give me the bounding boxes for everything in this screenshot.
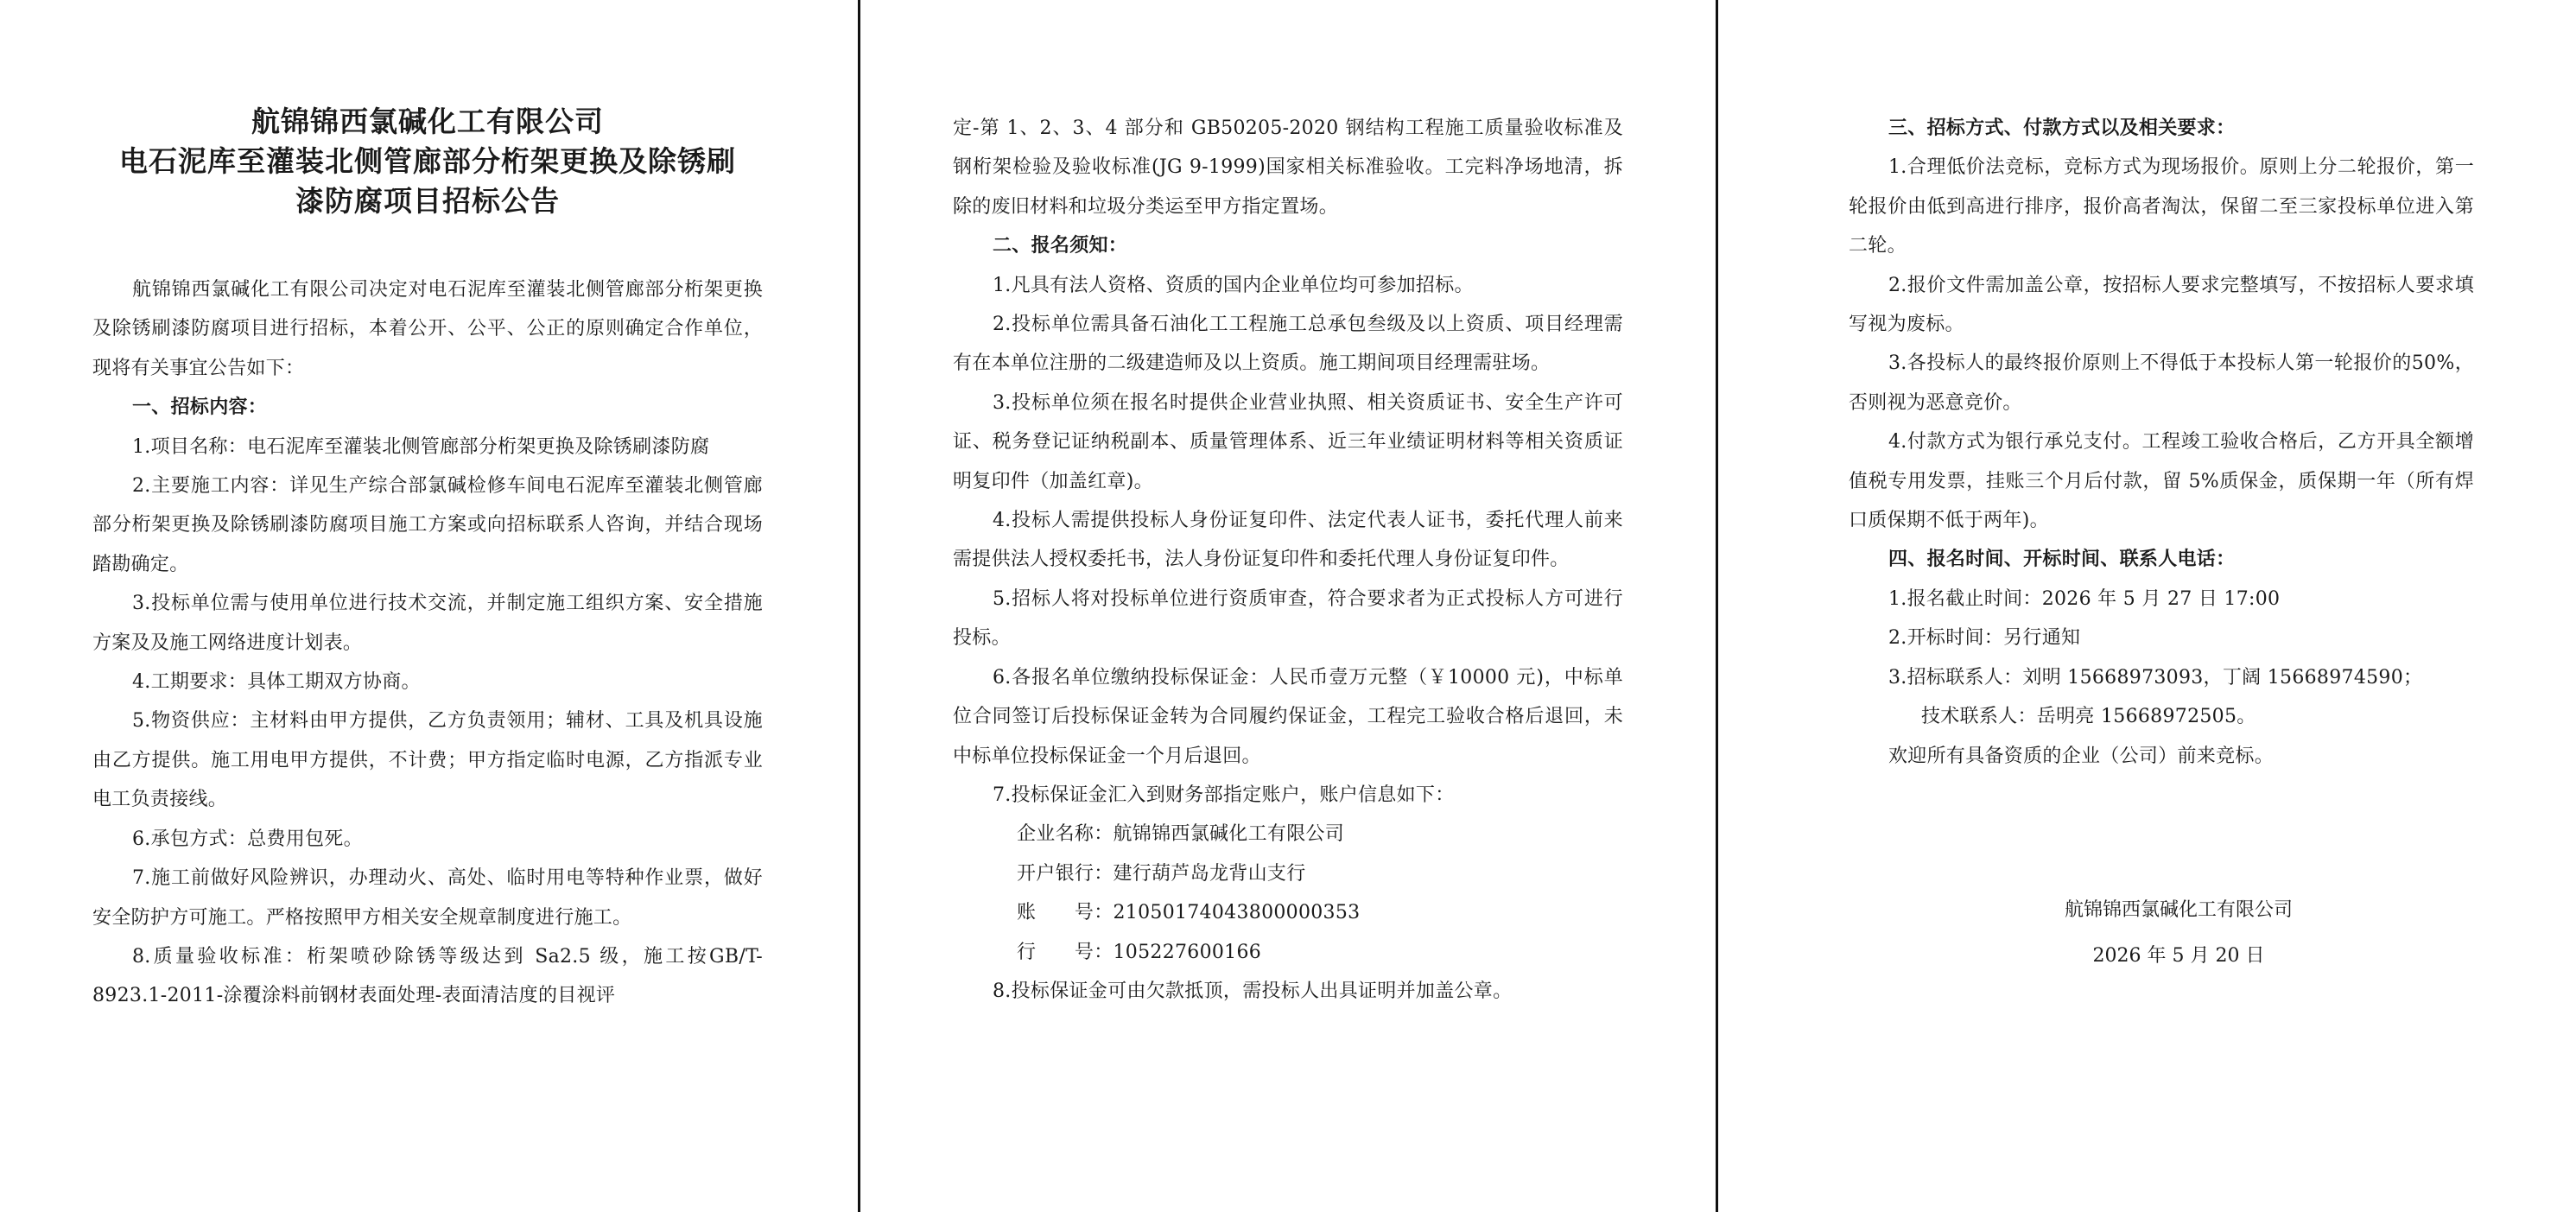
section-4-item: 2.开标时间：另行通知: [1888, 627, 2081, 650]
account-bank-code: 行 号：105227600166: [1017, 941, 1262, 963]
page-3-body: [1849, 109, 2474, 776]
account-company-name: 企业名称：航锦锦西氯碱化工有限公司: [1017, 823, 1345, 846]
section-2-item: 2.投标单位需具备石油化工工程施工总承包叁级及以上资质、项目经理需有在本单位注册的二级建造师及以上资质。施工期间项目经理需驻场。: [953, 314, 1623, 375]
welcome-line: 欢迎所有具备资质的企业（公司）前来竞标。: [1888, 745, 2275, 767]
document-page-2: [860, 0, 1716, 1212]
section-1-item: 8.质量验收标准：桁架喷砂除锈等级达到 Sa2.5 级，施工按GB/T-8923.1-2011-涂覆涂料前钢材表面处理-表面清洁度的目视评: [92, 945, 763, 1007]
section-1-item: 7.施工前做好风险辨识，办理动火、高处、临时用电等特种作业票，做好安全防护方可施工。严格按照甲方相关安全规章制度进行施工。: [92, 867, 763, 929]
section-1-item: 2.主要施工内容：详见生产综合部氯碱检修车间电石泥库至灌装北侧管廊部分桁架更换及除锈刷漆防腐项目施工方案或向招标联系人咨询，并结合现场踏勘确定。: [92, 475, 763, 575]
title-line-company: 航锦锦西氯碱化工有限公司: [251, 105, 604, 138]
section-1-item: 3.投标单位需与使用单位进行技术交流，并制定施工组织方案、安全措施方案及及施工网络进度计划表。: [92, 593, 763, 654]
document-title: [92, 102, 763, 221]
section-3-item: 1.合理低价法竞标，竞标方式为现场报价。原则上分二轮报价，第一轮报价由低到高进行排序，报价高者淘汰，保留二至三家投标单位进入第二轮。: [1849, 156, 2474, 257]
section-2-heading: 二、报名须知：: [993, 235, 1128, 257]
title-line-project: 电石泥库至灌装北侧管廊部分桁架更换及除锈刷: [119, 144, 736, 178]
section-1-item: 6.承包方式：总费用包死。: [132, 828, 363, 850]
section-2-item: 6.各报名单位缴纳投标保证金：人民币壹万元整（￥10000 元)，中标单位合同签订后投标保证金转为合同履约保证金，工程完工验收合格后退回，未中标单位投标保证金一个月后退回。: [953, 666, 1623, 767]
tech-contact: 技术联系人：岳明亮 15668972505。: [1921, 706, 2256, 728]
page-1-body: [92, 270, 763, 1016]
page-2-body: [953, 109, 1623, 1011]
section-2-item: 7.投标保证金汇入到财务部指定账户，账户信息如下：: [993, 784, 1455, 806]
section-3-item: 4.付款方式为银行承兑支付。工程竣工验收合格后，乙方开具全额增值税专用发票，挂账三个月后付款，留 5%质保金，质保期一年（所有焊口质保期不低于两年)。: [1849, 431, 2474, 532]
section-2-item: 8.投标保证金可由欠款抵顶，需投标人出具证明并加盖公章。: [993, 980, 1513, 1002]
signer-company: 航锦锦西氯碱化工有限公司: [2064, 899, 2293, 921]
section-1-item: 1.项目名称：电石泥库至灌装北侧管廊部分桁架更换及除锈刷漆防腐: [132, 435, 710, 458]
document-page-1: [0, 0, 858, 1212]
section-3-item: 3.各投标人的最终报价原则上不得低于本投标人第一轮报价的50%，否则视为恶意竞价。: [1849, 352, 2474, 414]
section-2-item: 5.招标人将对投标单位进行资质审查，符合要求者为正式投标人方可进行投标。: [953, 587, 1623, 650]
section-1-heading: 一、招标内容：: [132, 397, 268, 419]
section-1-item: 4.工期要求：具体工期双方协商。: [132, 671, 421, 694]
section-4-heading: 四、报名时间、开标时间、联系人电话：: [1888, 549, 2236, 571]
section-4-item: 3.招标联系人：刘明 15668973093，丁阔 15668974590；: [1888, 666, 2423, 688]
account-bank: 开户银行：建行葫芦岛龙背山支行: [1017, 862, 1306, 885]
title-line-notice: 漆防腐项目招标公告: [295, 184, 560, 218]
signature-date: 2026 年 5 月 20 日: [2092, 945, 2265, 967]
section-2-item: 4.投标人需提供投标人身份证复印件、法定代表人证书，委托代理人前来需提供法人授权委托书，法人身份证复印件和委托代理人身份证复印件。: [953, 510, 1623, 571]
section-2-item: 3.投标单位须在报名时提供企业营业执照、相关资质证书、安全生产许可证、税务登记证纳税副本、质量管理体系、近三年业绩证明材料等相关资质证明复印件（加盖红章)。: [953, 391, 1623, 492]
continued-paragraph: 定-第 1、2、3、4 部分和 GB50205-2020 钢结构工程施工质量验收标准及钢桁架检验及验收标准(JG 9-1999)国家相关标准验收。工完料净场地清，拆除的废旧材料和垃圾分类运至甲方指定置场。: [953, 117, 1623, 218]
document-page-3: [1718, 0, 2576, 1212]
section-1-item: 5.物资供应：主材料由甲方提供，乙方负责领用；辅材、工具及机具设施由乙方提供。施工用电甲方提供，不计费；甲方指定临时电源，乙方指派专业电工负责接线。: [92, 710, 763, 811]
section-3-item: 2.报价文件需加盖公章，按招标人要求完整填写，不按招标人要求填写视为废标。: [1849, 274, 2474, 336]
account-number: 账 号：21050174043800000353: [1017, 902, 1361, 924]
intro-paragraph: 航锦锦西氯碱化工有限公司决定对电石泥库至灌装北侧管廊部分桁架更换及除锈刷漆防腐项目进行招标，本着公开、公平、公正的原则确定合作单位，现将有关事宜公告如下：: [92, 279, 763, 379]
section-4-item: 1.报名截止时间：2026 年 5 月 27 日 17:00: [1888, 587, 2281, 610]
section-2-item: 1.凡具有法人资格、资质的国内企业单位均可参加招标。: [993, 274, 1474, 296]
section-3-heading: 三、招标方式、付款方式以及相关要求：: [1888, 117, 2236, 139]
